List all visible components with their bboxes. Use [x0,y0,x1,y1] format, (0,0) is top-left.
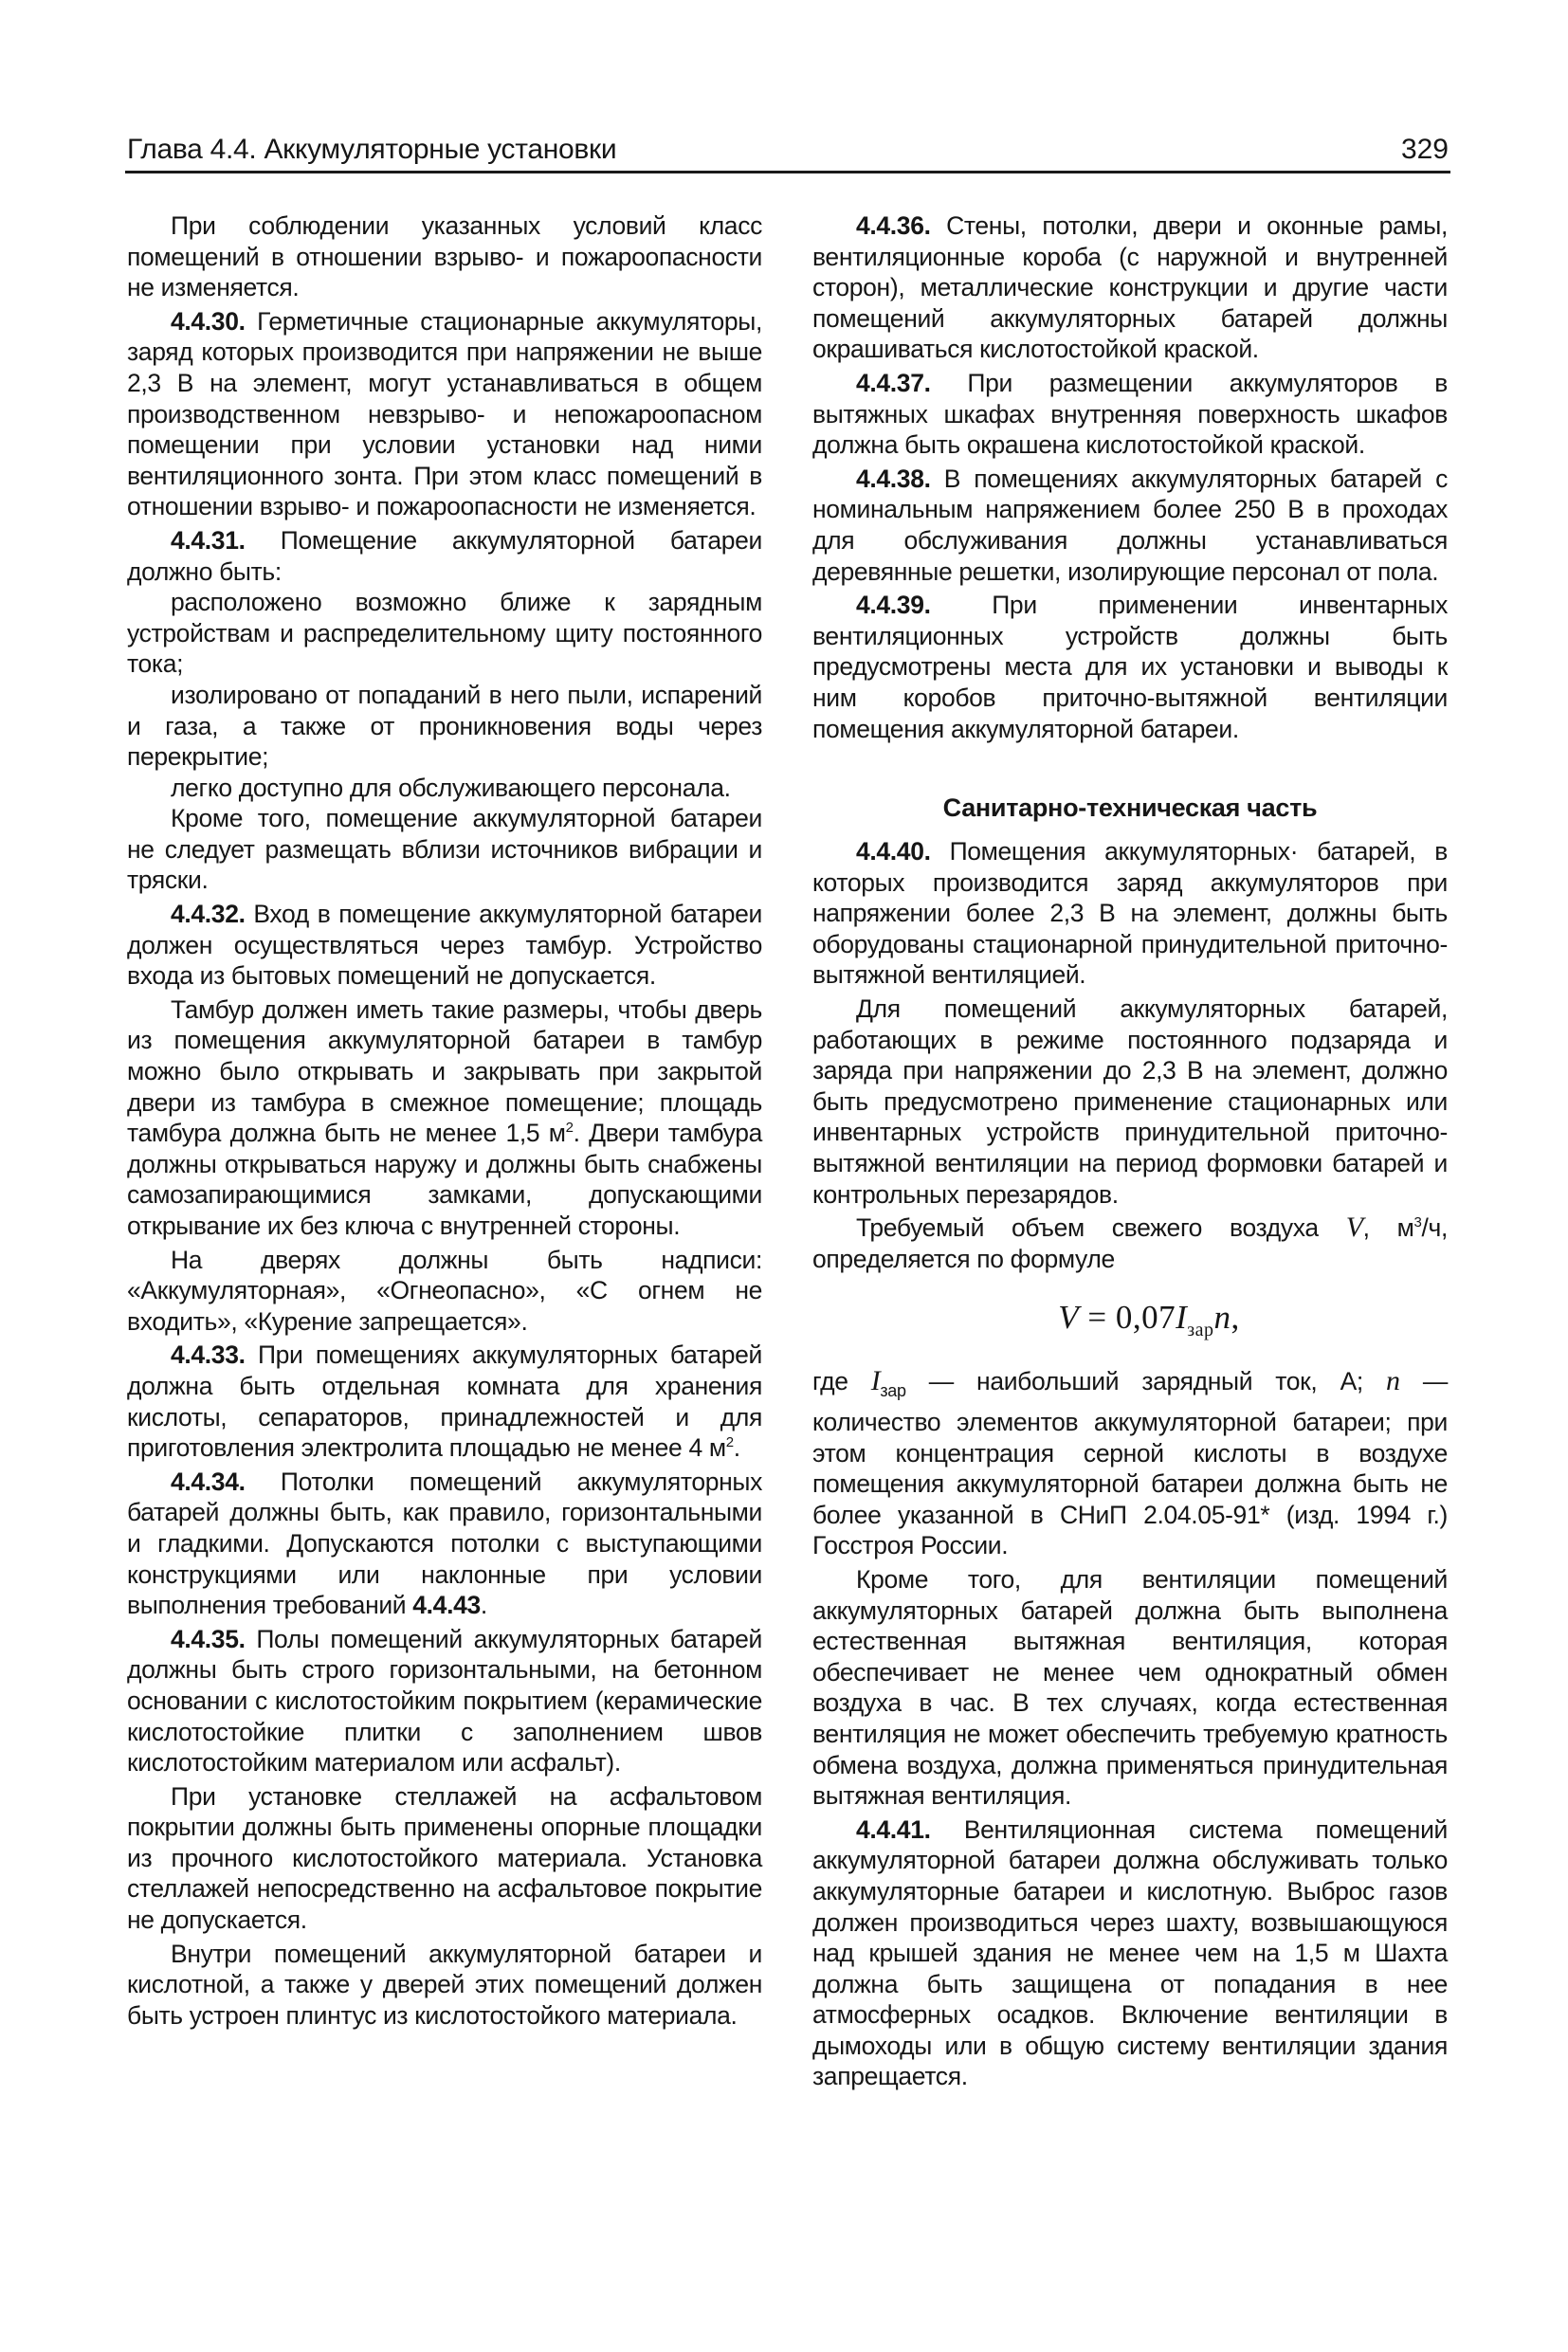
clause-4-4-39: 4.4.39. При применении инвентарных вентиляционных устройств должны быть предусмотрены места для их установки и выводы к ним коробов приточно-вытяжной вентиляции помещения аккумуляторной батареи. [812,591,1448,743]
clause-4-4-32: 4.4.32. Вход в помещение аккумуляторной батареи должен осуществляться через тамбур. Устройство входа из бытовых помещений не допускается. [127,900,762,991]
clause-4-4-36: 4.4.36. Стены, потолки, двери и оконные рамы, вентиляционные короба (с наружной и внутренней сторон), металлические конструкции и другие части помещений аккумуляторных батарей должны окрашиваться кислотостойкой краской. [812,211,1448,364]
clause-number: 4.4.41. [856,1814,931,1844]
clause-4-4-35: 4.4.35. Полы помещений аккумуляторных батарей должны быть строго горизонтальными, на бетонном основании с кислотостойким покрытием (керамические кислотостойкие плитки с заполнением швов кислотостойким материалом или асфальт). [127,1624,762,1778]
clause-number: 4.4.40. [856,837,931,866]
list-item: легко доступно для обслуживающего персонала. [171,773,731,802]
formula-explanation: где $I_{зар}$ — наибольший зарядный ток, А; n — количество элементов аккумуляторной батареи; при этом концентрация серной кислоты в воздухе помещения аккумуляторной батареи должна быть не более указанной в СНиП 2.04.05-91* (изд. 1994 г.) Госстроя России. [812,1365,1448,1560]
clause-4-4-33: 4.4.33. При помещениях аккумуляторных батарей должна быть отдельная комната для хранения кислоты, сепараторов, принадлежностей и для приготовления электролита площадью не менее 4 $м^2$. [127,1340,762,1463]
right-column [812,210,1448,2092]
paragraph: Для помещений аккумуляторных батарей, работающих в режиме постоянного подзаряда и заряда при напряжении до 2,3 В на элемент, должно быть предусмотрено применение стационарных или инвентарных устройств принудительной приточно-вытяжной вентиляции на период формовки батарей и контрольных перезарядов. [812,994,1448,1209]
clause-number: 4.4.36. [856,211,931,240]
paragraph: Кроме того, помещение аккумуляторной батареи не следует размещать вблизи источников вибрации и тряски. [127,804,762,895]
clause-number: 4.4.37. [856,368,931,397]
ventilation-formula: $V = 0,07I_{зар}n$, [1058,1299,1240,1341]
list-item: изолировано от попаданий в него пыли, испарений и газа, а также от проникновения воды через перекрытие; [127,680,762,772]
page-number: 329 [1400,134,1449,165]
clause-4-4-41: 4.4.41. Вентиляционная система помещений аккумуляторной батареи должна обслуживать только аккумуляторные батареи и кислотную. Выброс газов должен производиться через шахту, возвышающуюся над крышей здания не менее чем на 1,5 м Шахта должна быть защищена от попадания в нее атмосферных осадков. Включение вентиляции в дымоходы или в общую систему вентиляции здания запрещается. [812,1814,1448,2091]
clause-4-4-38: 4.4.38. В помещениях аккумуляторных батарей с номинальным напряжением более 250 В в проходах для обслуживания должны устанавливаться деревянные решетки, изолирующие персонал от пола. [812,464,1448,586]
clause-4-4-34: 4.4.34. Потолки помещений аккумуляторных батарей должны быть, как правило, горизонтальными и гладкими. Допускаются потолки с выступающими конструкциями или наклонные при условии выполнения требований 4.4.43. [127,1467,762,1620]
clause-number: 4.4.35. [171,1624,246,1653]
clause-4-4-37: 4.4.37. При размещении аккумуляторов в вытяжных шкафах внутренняя поверхность шкафов должна быть окрашена кислотостойкой краской. [812,368,1448,460]
clause-number: 4.4.34. [171,1467,246,1496]
clause-4-4-40: 4.4.40. Помещения аккумуляторных· батарей, в которых производится заряд аккумуляторов при напряжении более 2,3 В на элемент, должны быть оборудованы стационарной принудительной приточно-вытяжной вентиляцией. [812,837,1448,990]
left-column [127,210,762,2031]
paragraph: При соблюдении указанных условий класс помещений в отношении взрыво- и пожароопасности не изменяется. [127,211,762,302]
paragraph: Кроме того, для вентиляции помещений аккумуляторных батарей должна быть выполнена естественная вытяжная вентиляция, которая обеспечивает не менее чем однократный обмен воздуха в час. В тех случаях, когда естественная вентиляция не может обеспечить требуемую кратность обмена воздуха, должна применяться принудительная вытяжная вентиляция. [812,1564,1448,1811]
paragraph: Требуемый объем свежего воздуха V, $м^3/ч$, определяется по формуле [812,1212,1448,1273]
clause-number: 4.4.39. [856,591,931,620]
paragraph: Тамбур должен иметь такие размеры, чтобы дверь из помещения аккумуляторной батареи в тамбур можно было открывать и закрывать при закрытой двери из тамбура в смежное помещение; площадь тамбура должна быть не менее 1,5 $м^2$. Двери тамбура должны открываться наружу и должны быть снабжены самозапирающимися замками, допускающими открывание их без ключа с внутренней стороны. [127,994,762,1240]
clause-number: 4.4.32. [171,900,246,929]
running-header [125,133,1450,173]
paragraph: На дверях должны быть надписи: «Аккумуляторная», «Огнеопасно», «С огнем не входить», «Курение запрещается». [127,1245,762,1336]
clause-number: 4.4.30. [171,306,246,336]
clause-4-4-31: 4.4.31. Помещение аккумуляторной батареи должно быть: [127,525,762,586]
paragraph: Внутри помещений аккумуляторной батареи и кислотной, а также у дверей этих помещений должен быть устроен плинтус из кислотостойкого материала. [127,1939,762,2030]
section-heading: Санитарно-техническая часть [942,793,1318,823]
clause-4-4-30: 4.4.30. Герметичные стационарные аккумуляторы, заряд которых производится при напряжении не выше 2,3 В на элемент, могут устанавливаться в общем производственном невзрыво- и непожароопасном помещении при условии установки над ними вентиляционного зонта. При этом класс помещений в отношении взрыво- и пожароопасности не изменяется. [127,306,762,521]
clause-reference: 4.4.43 [412,1591,481,1620]
chapter-title: Глава 4.4. Аккумуляторные установки [127,134,617,165]
list-item: расположено возможно ближе к зарядным устройствам и распределительному щиту постоянного тока; [127,588,762,679]
clause-number: 4.4.33. [171,1340,246,1370]
clause-number: 4.4.31. [171,525,246,555]
paragraph: При установке стеллажей на асфальтовом покрытии должны быть применены опорные площадки из прочного кислотостойкого материала. Установка стеллажей непосредственно на асфальтовое покрытие не допускается. [127,1781,762,1935]
clause-number: 4.4.38. [856,464,931,493]
